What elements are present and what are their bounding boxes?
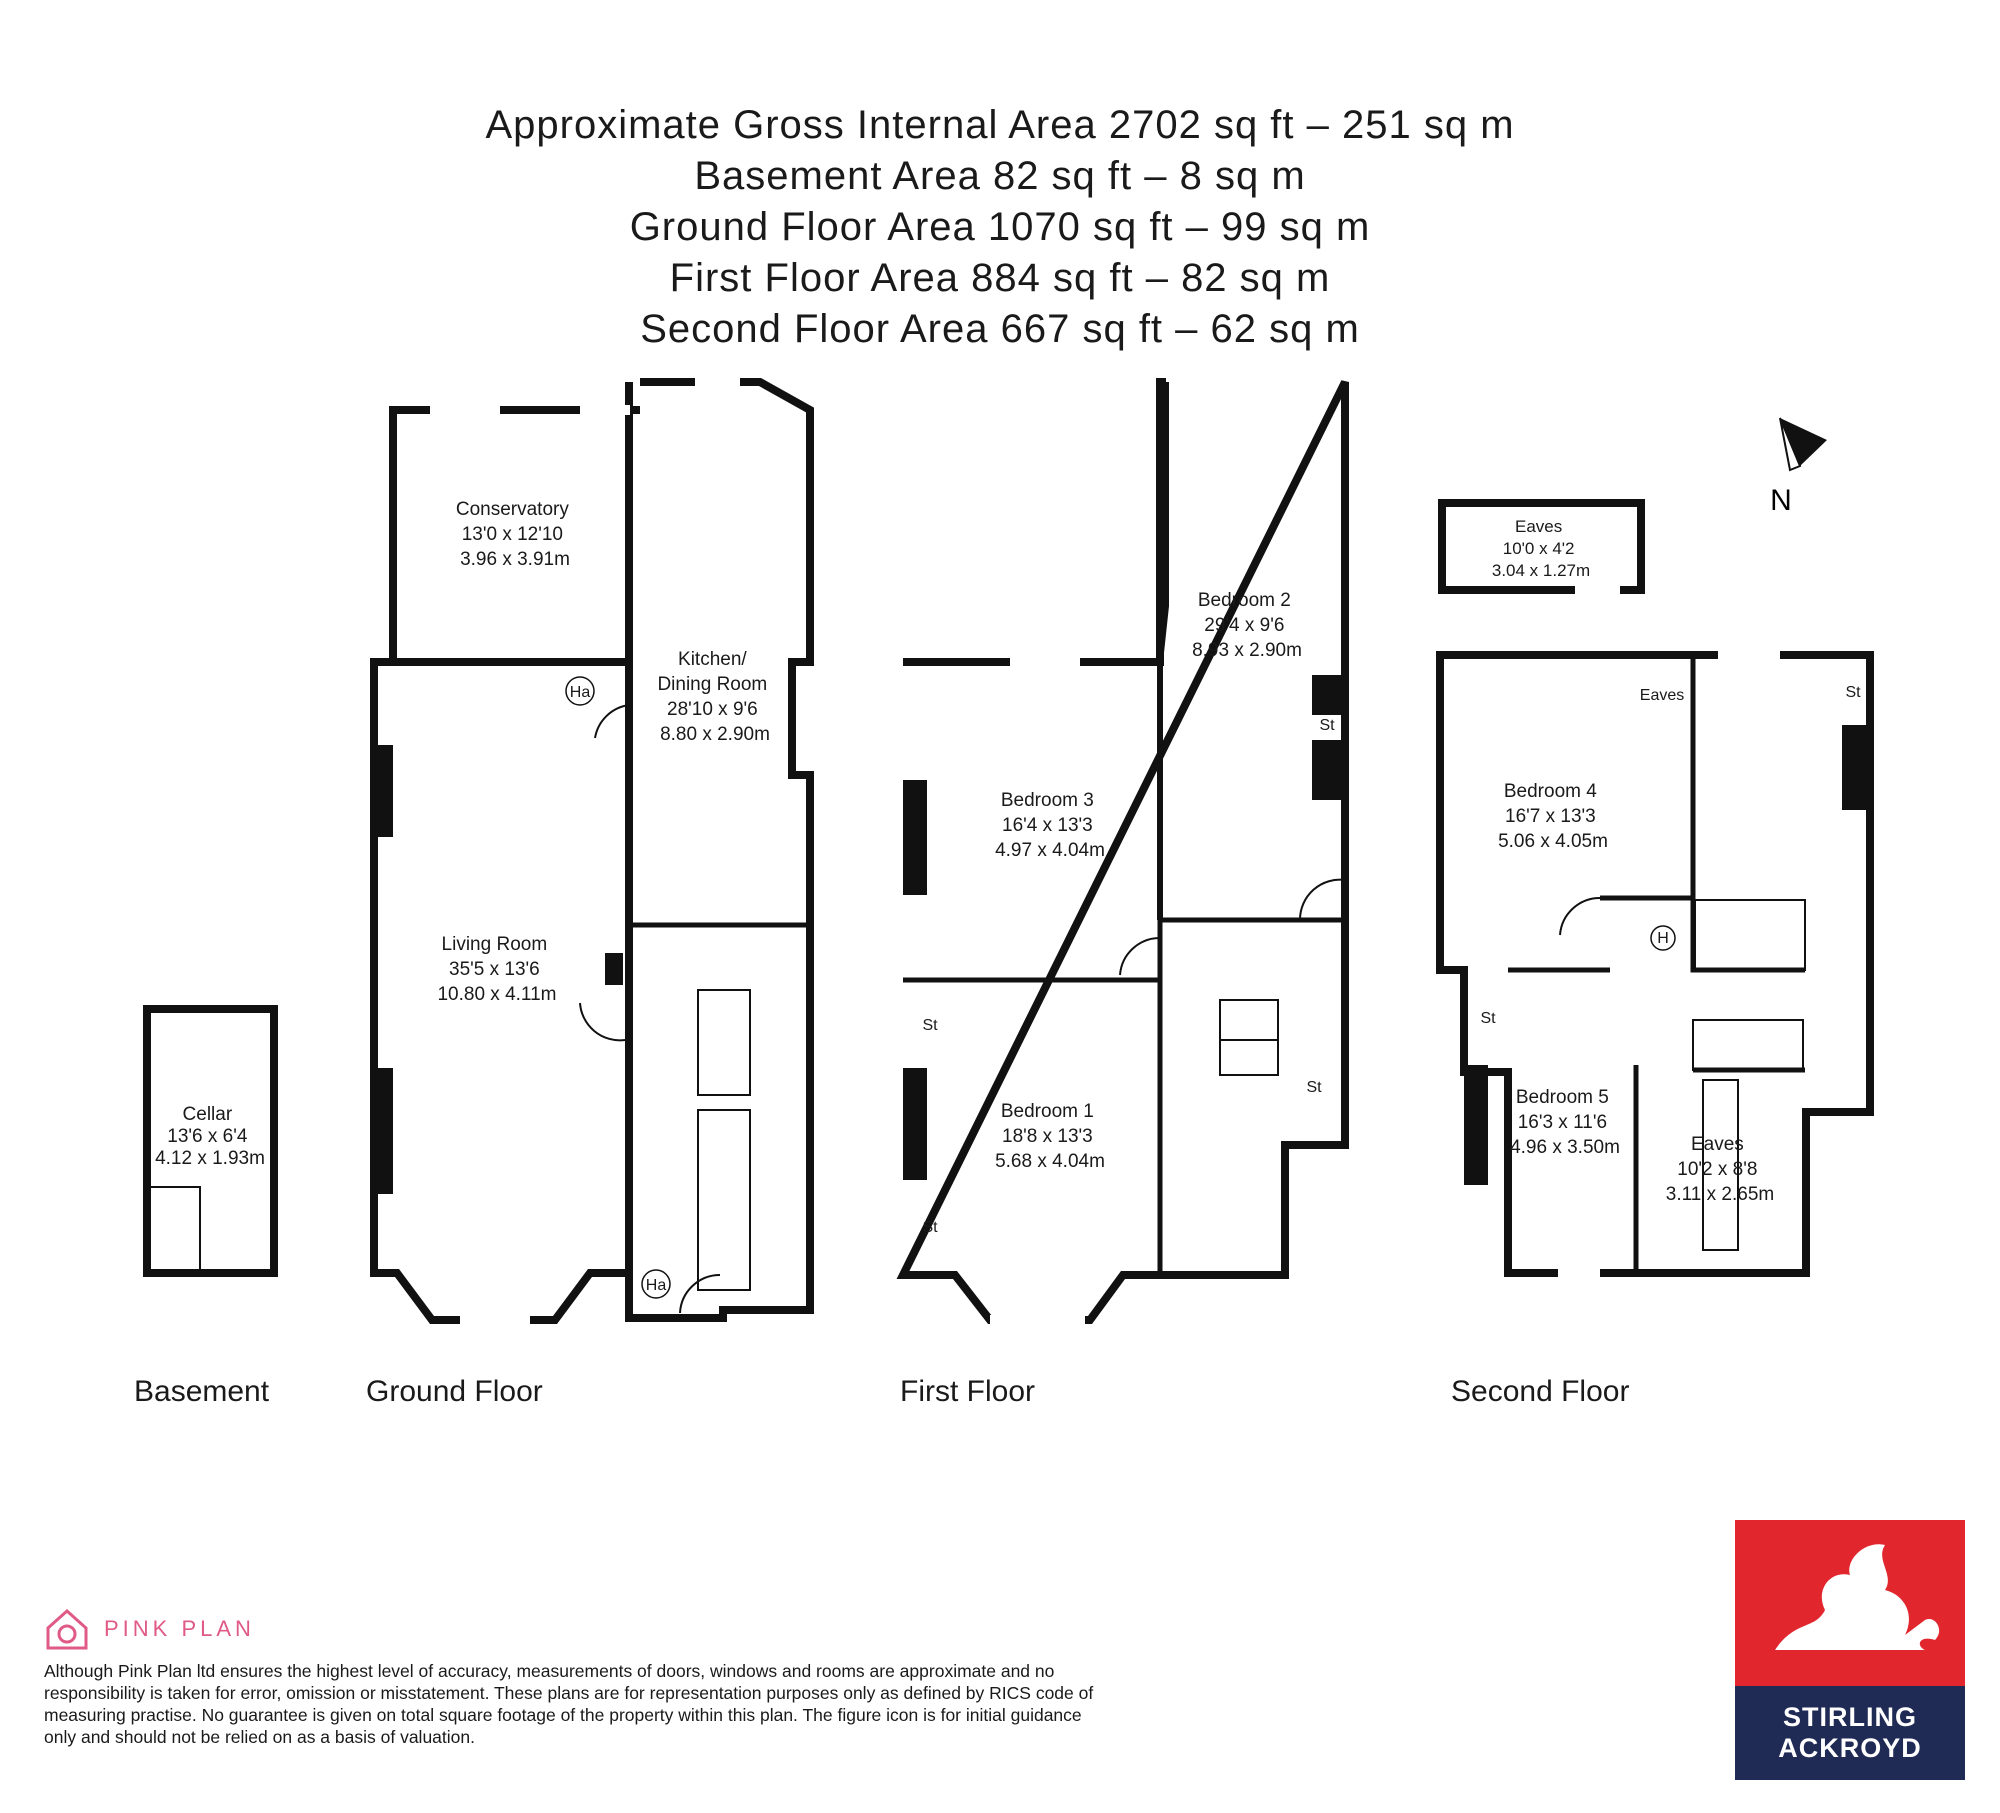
eaves-small-label: Eaves <box>1639 687 1685 704</box>
basement-area-line: Basement Area 82 sq ft – 8 sq m <box>694 154 1306 198</box>
gross-area-line: Approximate Gross Internal Area 2702 sq ft – 251 sq m <box>485 103 1515 147</box>
st-label-bed2: St <box>1319 717 1335 734</box>
pink-plan-house-icon <box>44 1606 90 1652</box>
h-label: H <box>1657 930 1669 947</box>
eaves-top-label: Eaves 10'0 x 4'2 3.04 x 1.27m <box>1491 517 1591 580</box>
pink-plan-brand <box>44 1606 255 1652</box>
logo-red-panel <box>1735 1520 1965 1686</box>
ground-area-line: Ground Floor Area 1070 sq ft – 99 sq m <box>629 205 1371 249</box>
st-label-bed1-top: St <box>922 1017 938 1034</box>
second-floor-label: Second Floor <box>1451 1375 1630 1408</box>
bedroom4-label: Bedroom 4 16'7 x 13'3 5.06 x 4.05m <box>1498 781 1608 852</box>
second-area-line: Second Floor Area 667 sq ft – 62 sq m <box>640 307 1360 351</box>
st-label-bath: St <box>1845 684 1861 701</box>
stirling-ackroyd-logo <box>1735 1520 1965 1780</box>
griffin-icon <box>1735 1520 1965 1686</box>
living-room-label: Living Room 35'5 x 13'6 10.80 x 4.11m <box>437 934 557 1005</box>
cellar-label: Cellar 13'6 x 6'4 4.12 x 1.93m <box>155 1104 265 1169</box>
first-area-line: First Floor Area 884 sq ft – 82 sq m <box>669 256 1331 300</box>
ha-label-kitchen: Ha <box>569 684 591 701</box>
compass-label: N <box>1770 484 1792 517</box>
bedroom3-label: Bedroom 3 16'4 x 13'3 4.97 x 4.04m <box>995 790 1105 861</box>
ha-label-hall: Ha <box>645 1277 667 1294</box>
bedroom1-label: Bedroom 1 18'8 x 13'3 5.68 x 4.04m <box>995 1101 1105 1172</box>
eaves-bottom-label: Eaves 10'2 x 8'8 3.11 x 2.65m <box>1665 1134 1775 1205</box>
st-label-bed5: St <box>1480 1010 1496 1027</box>
pink-plan-name: PINK PLAN <box>104 1616 255 1641</box>
compass-icon <box>1780 418 1827 470</box>
first-floor-outline <box>903 382 1345 1320</box>
conservatory-label: Conservatory 13'0 x 12'10 3.96 x 3.91m <box>455 499 570 570</box>
second-floor-divider <box>1508 655 1805 1273</box>
basement-label: Basement <box>134 1375 270 1408</box>
logo-line1: STIRLING <box>1783 1702 1917 1732</box>
st-label-bed1-bottom: St <box>922 1219 938 1236</box>
first-floor-divider <box>903 920 1345 1275</box>
first-floor-label: First Floor <box>900 1375 1035 1408</box>
ground-floor-label: Ground Floor <box>366 1375 543 1408</box>
st-label-landing: St <box>1306 1079 1322 1096</box>
logo-navy-panel <box>1735 1686 1965 1780</box>
logo-line2: ACKROYD <box>1778 1733 1922 1763</box>
kitchen-outline <box>629 382 810 1318</box>
kitchen-label: Kitchen/ Dining Room 28'10 x 9'6 8.80 x 2.90m <box>657 649 770 745</box>
bedroom5-label: Bedroom 5 16'3 x 11'6 4.96 x 3.50m <box>1510 1087 1620 1158</box>
bedroom2-label: Bedroom 2 29'4 x 9'6 8.93 x 2.90m <box>1192 590 1302 661</box>
disclaimer-text: Although Pink Plan ltd ensures the highest level of accuracy, measurements of doors, windows and rooms are approximate and no responsibility is taken for error, omission or misstatement. These plans are for representation purposes only as defined by RICS code of measuring practise. No guarantee is given on total square footage of the property within this plan. The figure icon is for initial guidance only and should not be relied on as a basis of valuation. <box>44 1661 1094 1747</box>
